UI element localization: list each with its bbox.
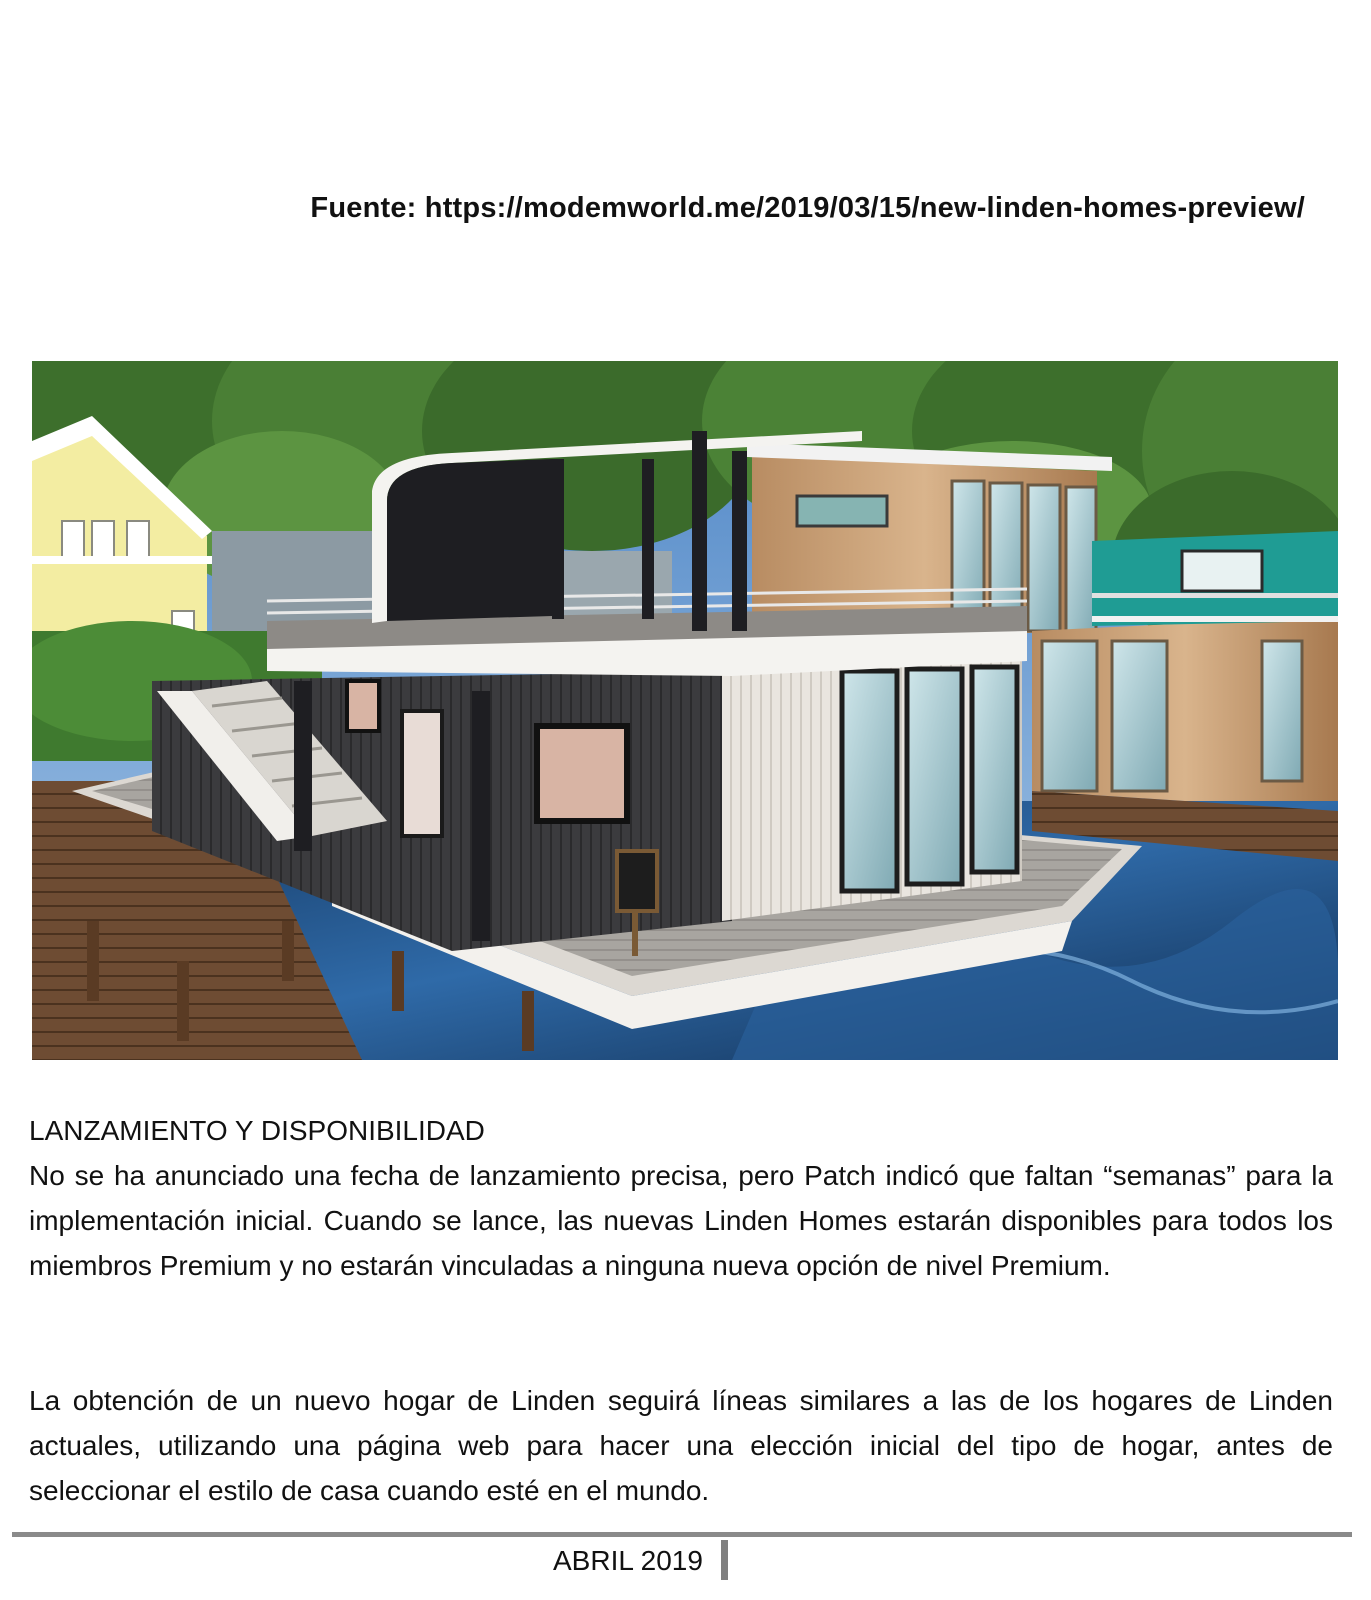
paragraph-launch: No se ha anunciado una fecha de lanzamiento precisa, pero Patch indicó que faltan “semanas” para la implementación inicial. Cuando se lance, las nuevas Linden Homes estarán disponibles para todos los miembros Premium y no estarán vinculadas a ninguna nueva opción de nivel Premium. [29, 1160, 1333, 1281]
section-heading: LANZAMIENTO Y DISPONIBILIDAD [29, 1115, 485, 1146]
footer-page-marker [721, 1540, 728, 1580]
teal-neighbor-house [1092, 531, 1338, 626]
footer-divider [12, 1532, 1352, 1537]
houseboat-illustration [32, 361, 1338, 1060]
houseboat-photo [32, 361, 1338, 1060]
source-citation: Fuente: https://modemworld.me/2019/03/15/new-linden-homes-preview/ [310, 192, 1305, 224]
footer-date: ABRIL 2019 [553, 1545, 703, 1576]
paragraph-process: La obtención de un nuevo hogar de Linden seguirá líneas similares a las de los hogares de Linden actuales, utilizando una página web para hacer una elección inicial del tipo de hogar, antes de seleccionar el estilo de casa cuando esté en el mundo. [29, 1385, 1333, 1506]
